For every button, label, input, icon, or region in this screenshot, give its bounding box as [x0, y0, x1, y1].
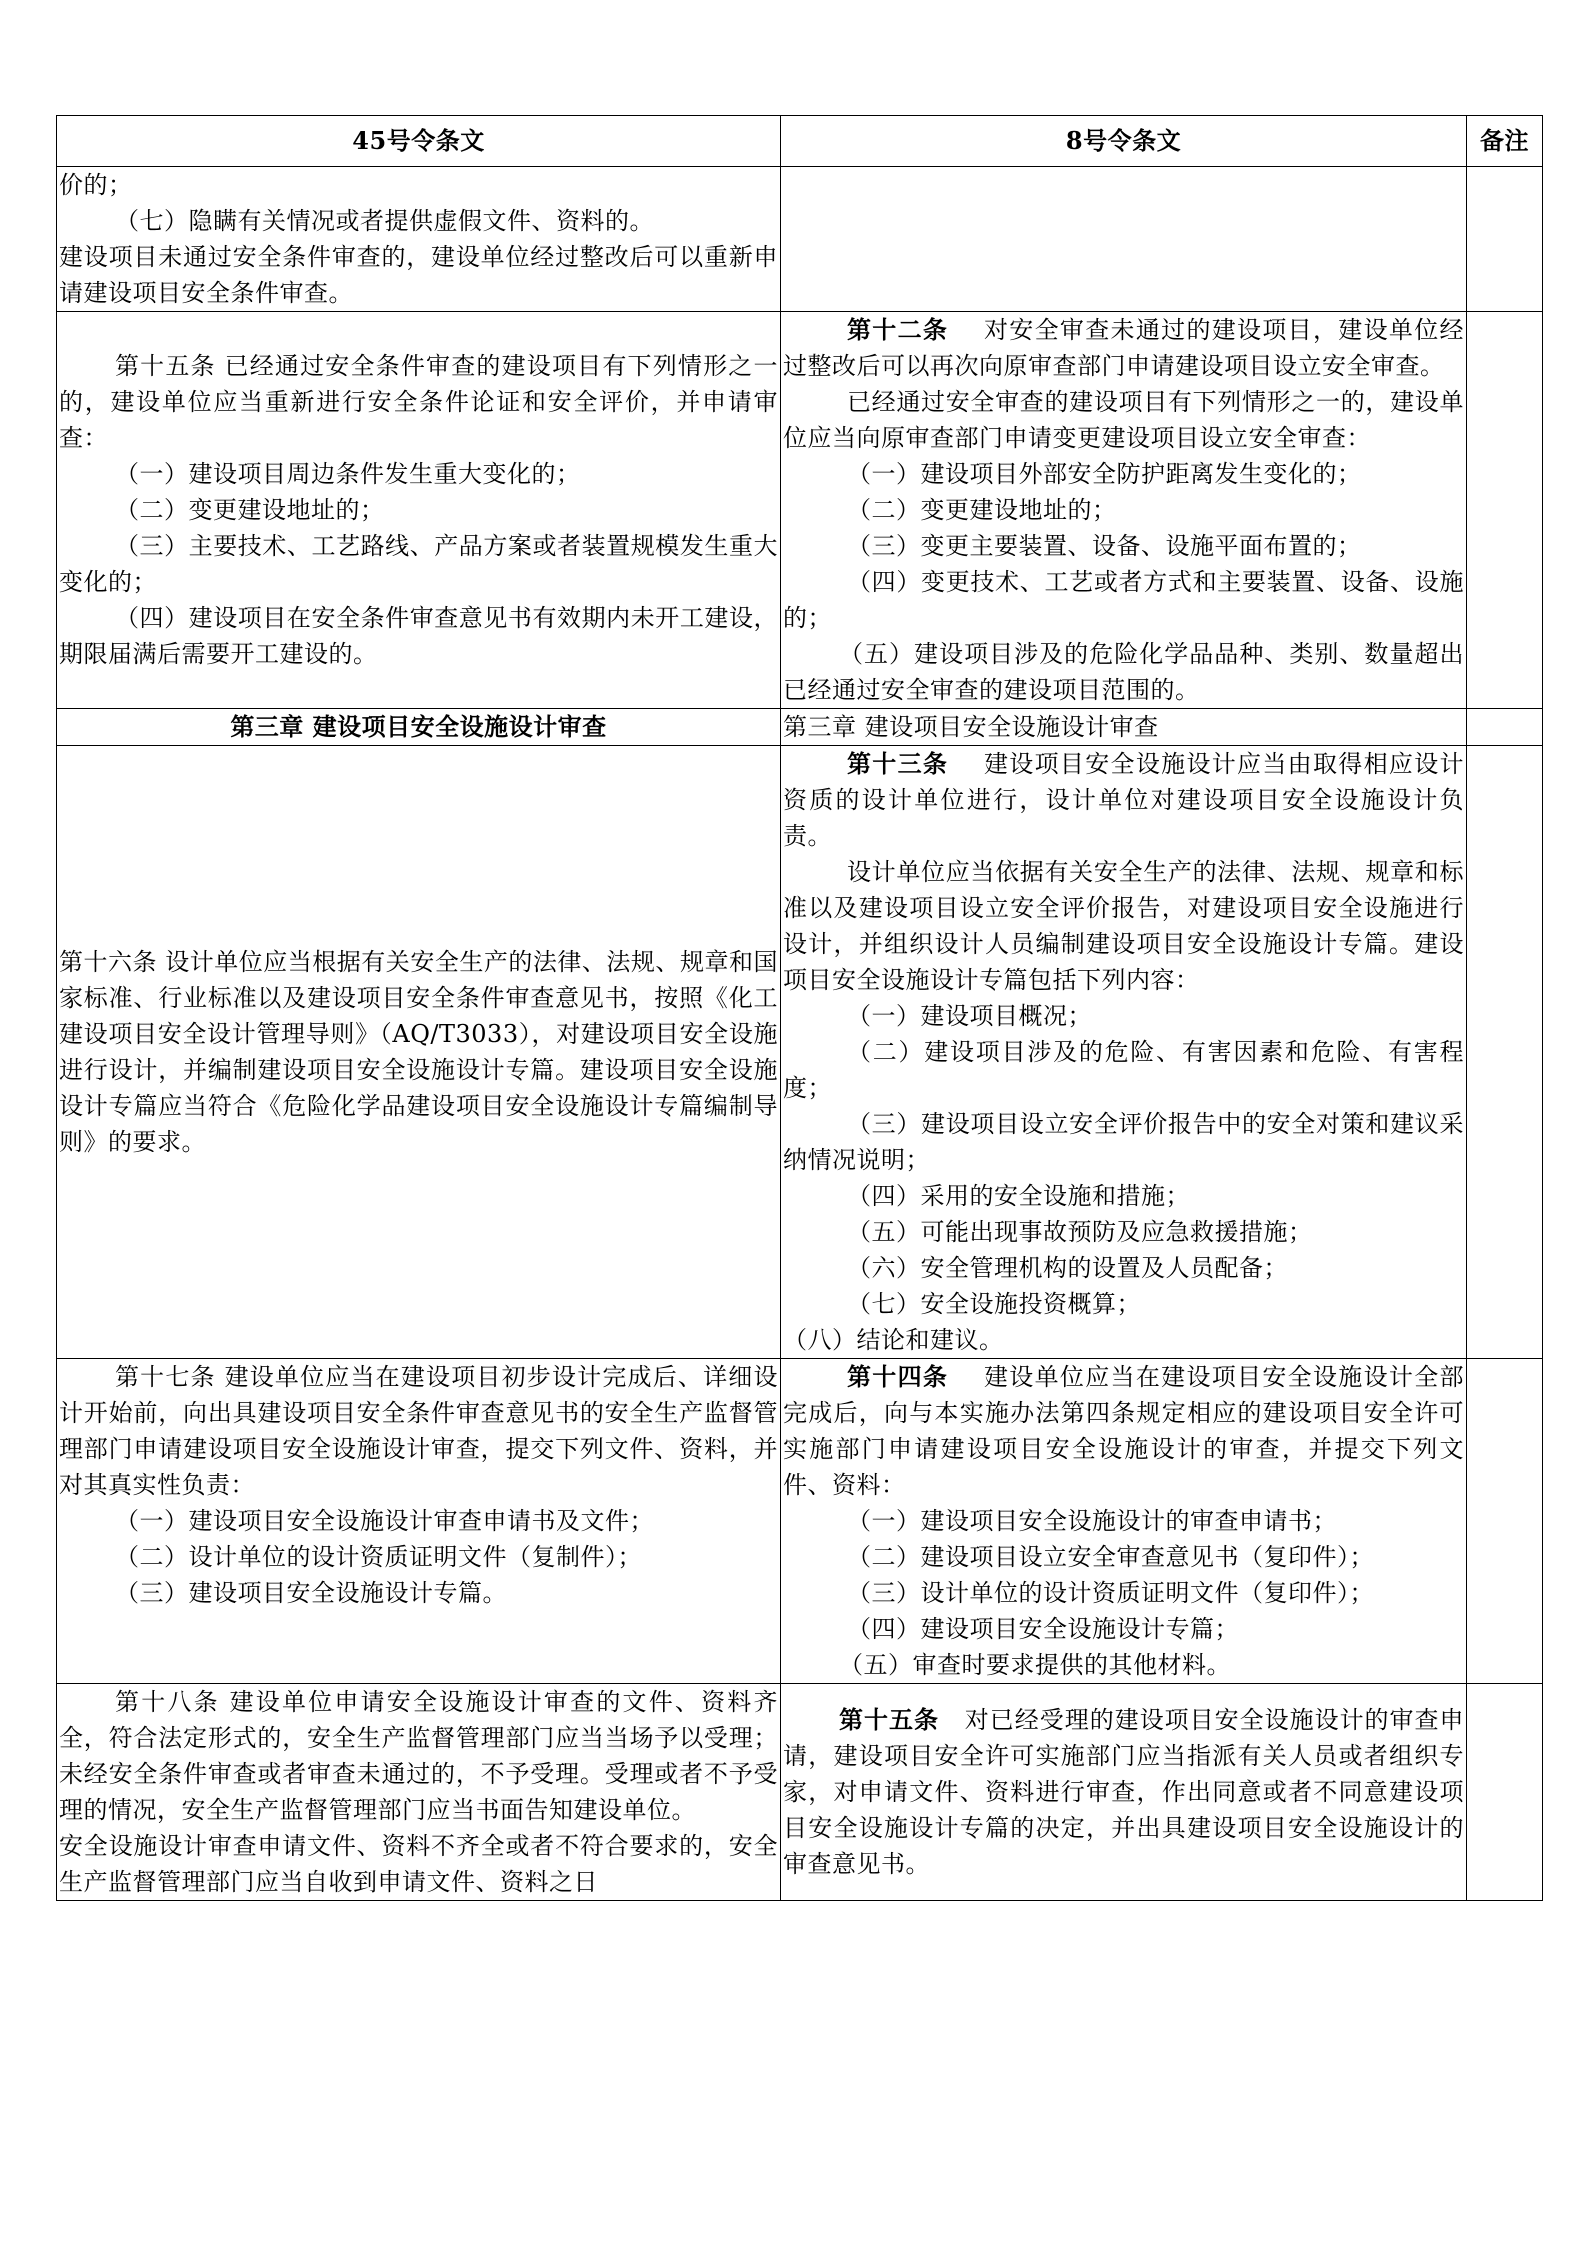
column-header-45: 45号令条文	[57, 116, 781, 167]
list-item: （二）建设项目涉及的危险、有害因素和危险、有害程度；	[783, 1038, 1464, 1102]
table-row	[57, 1684, 1543, 1901]
article-text: 对安全审查未通过的建设项目，建设单位经过整改后可以再次向原审查部门申请建设项目设立安全审查。	[783, 316, 1465, 380]
cell-note	[1467, 1359, 1543, 1684]
cell-8	[781, 312, 1467, 709]
list-item: （五）可能出现事故预防及应急救援措施；	[847, 1218, 1313, 1246]
cell-45	[57, 1359, 781, 1684]
article-13	[783, 746, 1464, 854]
cell-note	[1467, 167, 1543, 312]
article-15-8	[783, 1702, 1464, 1882]
list-item: （三）主要技术、工艺路线、产品方案或者装置规模发生重大变化的；	[59, 532, 778, 596]
article-title: 第十二条	[847, 315, 949, 344]
list-item: （四）变更技术、工艺或者方式和主要装置、设备、设施的；	[783, 568, 1464, 632]
list-item: （二）建设项目设立安全审查意见书（复印件）；	[847, 1543, 1374, 1571]
list-item: （五）审查时要求提供的其他材料。	[839, 1651, 1231, 1679]
cell-8	[781, 167, 1467, 312]
list-item: （四）建设项目在安全条件审查意见书有效期内未开工建设，期限届满后需要开工建设的。	[59, 604, 778, 668]
list-item: （三）建设项目设立安全评价报告中的安全对策和建议采纳情况说明；	[783, 1110, 1464, 1174]
table-header-row	[57, 116, 1543, 167]
list-item: （一）建设项目概况；	[847, 1002, 1092, 1030]
paragraph: 建设项目未通过安全条件审查的，建设单位经过整改后可以重新申请建设项目安全条件审查。	[59, 243, 778, 307]
list-item: （一）建设项目周边条件发生重大变化的；	[115, 460, 581, 488]
article-text: 建设项目安全设施设计应当由取得相应设计资质的设计单位进行，设计单位对建设项目安全设施设计负责。	[783, 750, 1465, 850]
list-item: （二）变更建设地址的；	[115, 496, 385, 524]
column-header-8: 8号令条文	[781, 116, 1467, 167]
article-title: 第十五条	[839, 1705, 939, 1734]
article-14	[783, 1359, 1464, 1503]
list-item: （三）设计单位的设计资质证明文件（复印件）；	[847, 1579, 1374, 1607]
article-12	[783, 312, 1464, 384]
list-item: （四）采用的安全设施和措施；	[847, 1182, 1190, 1210]
list-item: （二）变更建设地址的；	[847, 496, 1117, 524]
comparison-table	[56, 115, 1543, 1901]
article-title: 第十三条	[847, 749, 949, 778]
chapter-heading-8: 第三章 建设项目安全设施设计审查	[781, 709, 1467, 746]
paragraph: （七）隐瞒有关情况或者提供虚假文件、资料的。	[115, 207, 654, 235]
chapter-row	[57, 709, 1543, 746]
list-item: （二）设计单位的设计资质证明文件（复制件）；	[115, 1543, 642, 1571]
list-item: （一）建设项目安全设施设计的审查申请书；	[847, 1507, 1337, 1535]
cell-8	[781, 1684, 1467, 1901]
table-row	[57, 167, 1543, 312]
article-text: 对已经受理的建设项目安全设施设计的审查申请，建设项目安全许可实施部门应当指派有关人员或者组织专家，对申请文件、资料进行审查，作出同意或者不同意建设项目安全设施设计专篇的决定，并出具建设项目安全设施设计的审查意见书。	[783, 1706, 1465, 1878]
article-17: 第十七条 建设单位应当在建设项目初步设计完成后、详细设计开始前，向出具建设项目安全条件审查意见书的安全生产监督管理部门申请建设项目安全设施设计审查，提交下列文件、资料，并对其真实性负责：	[59, 1363, 778, 1499]
article-text: 建设单位应当在建设项目安全设施设计全部完成后，向与本实施办法第四条规定相应的建设项目安全许可实施部门申请建设项目安全设施设计的审查，并提交下列文件、资料：	[783, 1363, 1465, 1499]
column-header-note: 备注	[1467, 116, 1543, 167]
cell-note	[1467, 709, 1543, 746]
list-item: （一）建设项目安全设施设计审查申请书及文件；	[115, 1507, 654, 1535]
list-item: （三）变更主要装置、设备、设施平面布置的；	[847, 532, 1362, 560]
cell-45	[57, 1684, 781, 1901]
cell-45	[57, 312, 781, 709]
table-row	[57, 746, 1543, 1359]
list-item: （五）建设项目涉及的危险化学品品种、类别、数量超出已经通过安全审查的建设项目范围的。	[783, 640, 1464, 704]
list-item: （七）安全设施投资概算；	[847, 1290, 1141, 1318]
list-item: （三）建设项目安全设施设计专篇。	[115, 1579, 507, 1607]
paragraph: 设计单位应当依据有关安全生产的法律、法规、规章和标准以及建设项目设立安全评价报告，对建设项目安全设施进行设计，并组织设计人员编制建设项目安全设施设计专篇。建设项目安全设施设计专篇包括下列内容：	[783, 858, 1464, 994]
cell-note	[1467, 1684, 1543, 1901]
cell-8	[781, 746, 1467, 1359]
table-row	[57, 1359, 1543, 1684]
list-item: （一）建设项目外部安全防护距离发生变化的；	[847, 460, 1362, 488]
cell-45	[57, 167, 781, 312]
list-item: （八）结论和建议。	[783, 1326, 1004, 1354]
table-row	[57, 312, 1543, 709]
article-18: 第十八条 建设单位申请安全设施设计审查的文件、资料齐全，符合法定形式的，安全生产监督管理部门应当当场予以受理；未经安全条件审查或者审查未通过的，不予受理。受理或者不予受理的情况，安全生产监督管理部门应当书面告知建设单位。	[59, 1688, 778, 1824]
list-item: （六）安全管理机构的设置及人员配备；	[847, 1254, 1288, 1282]
cell-note	[1467, 746, 1543, 1359]
chapter-heading-45: 第三章 建设项目安全设施设计审查	[57, 709, 781, 746]
article-15: 第十五条 已经通过安全条件审查的建设项目有下列情形之一的，建设单位应当重新进行安全条件论证和安全评价，并申请审查：	[59, 352, 778, 452]
article-16: 第十六条 设计单位应当根据有关安全生产的法律、法规、规章和国家标准、行业标准以及建设项目安全条件审查意见书，按照《化工建设项目安全设计管理导则》（AQ/T3033），对建设项目安全设施进行设计，并编制建设项目安全设施设计专篇。建设项目安全设施设计专篇应当符合《危险化学品建设项目安全设施设计专篇编制导则》的要求。	[59, 948, 778, 1156]
cell-45	[57, 746, 781, 1359]
article-title: 第十四条	[847, 1362, 949, 1391]
paragraph: 已经通过安全审查的建设项目有下列情形之一的，建设单位应当向原审查部门申请变更建设项目设立安全审查：	[783, 388, 1464, 452]
cell-8	[781, 1359, 1467, 1684]
paragraph: 价的；	[59, 171, 133, 199]
paragraph: 安全设施设计审查申请文件、资料不齐全或者不符合要求的，安全生产监督管理部门应当自收到申请文件、资料之日	[59, 1832, 778, 1896]
list-item: （四）建设项目安全设施设计专篇；	[847, 1615, 1239, 1643]
cell-note	[1467, 312, 1543, 709]
